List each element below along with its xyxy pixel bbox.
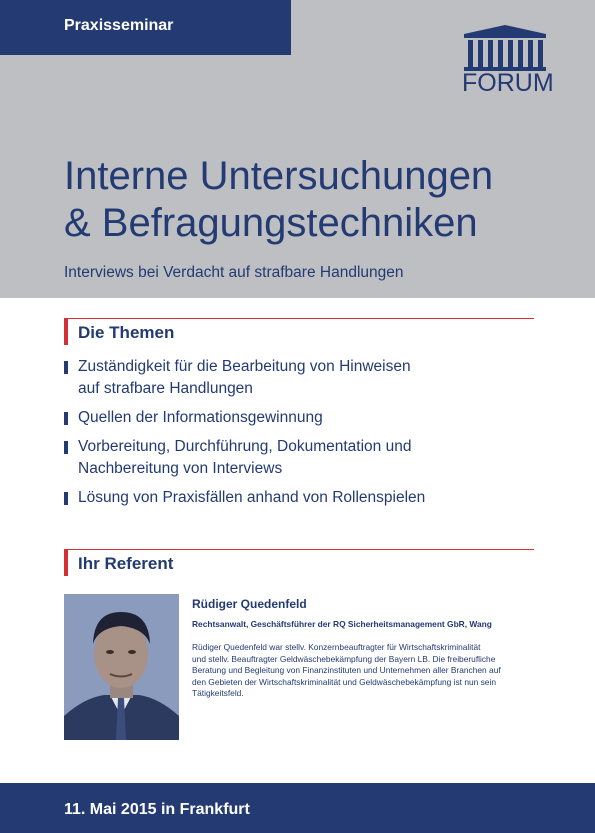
- topic-item: [64, 407, 534, 429]
- topic-line: Vorbereitung, Durchführung, Dokumentation und: [78, 438, 412, 455]
- seminar-type-banner: [0, 0, 291, 55]
- event-date-location: 11. Mai 2015 in Frankfurt: [64, 801, 250, 818]
- portrait-icon: [64, 594, 179, 740]
- topic-line: Quellen der Informationsgewinnung: [78, 409, 323, 426]
- topic-list: [64, 356, 534, 516]
- bullet-icon: [64, 361, 68, 374]
- seminar-type-label: Praxisseminar: [64, 17, 174, 34]
- page-title: [64, 153, 493, 247]
- topic-item: [64, 487, 534, 509]
- topic-line: Nachbereitung von Interviews: [78, 460, 283, 477]
- section-rule: [64, 549, 534, 550]
- themen-heading-text: Die Themen: [78, 323, 175, 342]
- logo-wordmark: FORUM: [462, 69, 554, 97]
- temple-icon: [460, 25, 550, 73]
- section-accent-bar: [64, 318, 68, 345]
- topic-item: [64, 356, 534, 400]
- speaker-bio: [192, 642, 532, 700]
- title-line-1: Interne Untersuchungen: [64, 154, 494, 198]
- bio-line: den Gebieten der Wirtschaftskriminalität und Geldwäschebekämpfung ist nun sein: [192, 676, 496, 687]
- bullet-icon: [64, 441, 68, 454]
- bio-line: und stellv. Beauftragter Geldwäschebekämpfung der Bayern LB. Die freiberufliche: [192, 653, 496, 664]
- topic-item: [64, 436, 534, 480]
- topic-line: auf strafbare Handlungen: [78, 380, 253, 397]
- title-line-2: & Befragungstechniken: [64, 201, 478, 245]
- themen-section-heading: [64, 318, 534, 345]
- topic-line: Lösung von Praxisfällen anhand von Rollenspielen: [78, 489, 426, 506]
- forum-logo: [460, 25, 554, 97]
- bio-line: Beratung und Begleitung von Finanzinstituten und Unternehmen aller Branchen auf: [192, 665, 501, 676]
- page-subtitle: Interviews bei Verdacht auf strafbare Handlungen: [64, 264, 404, 281]
- speaker-name: Rüdiger Quedenfeld: [192, 597, 307, 611]
- section-rule: [64, 318, 534, 319]
- referent-section-heading: [64, 549, 534, 576]
- section-accent-bar: [64, 549, 68, 576]
- bio-line: Rüdiger Quedenfeld war stellv. Konzernbeauftragter für Wirtschaftskriminalität: [192, 642, 481, 652]
- bio-line: Tätigkeitsfeld.: [192, 688, 244, 699]
- referent-heading-text: Ihr Referent: [78, 554, 174, 573]
- speaker-role: Rechtsanwalt, Geschäftsführer der RQ Sicherheitsmanagement GbR, Wang: [192, 619, 492, 629]
- bullet-icon: [64, 492, 68, 505]
- footer-band: [0, 783, 595, 833]
- speaker-photo: [64, 594, 179, 740]
- bullet-icon: [64, 412, 68, 425]
- topic-line: Zuständigkeit für die Bearbeitung von Hinweisen: [78, 358, 411, 375]
